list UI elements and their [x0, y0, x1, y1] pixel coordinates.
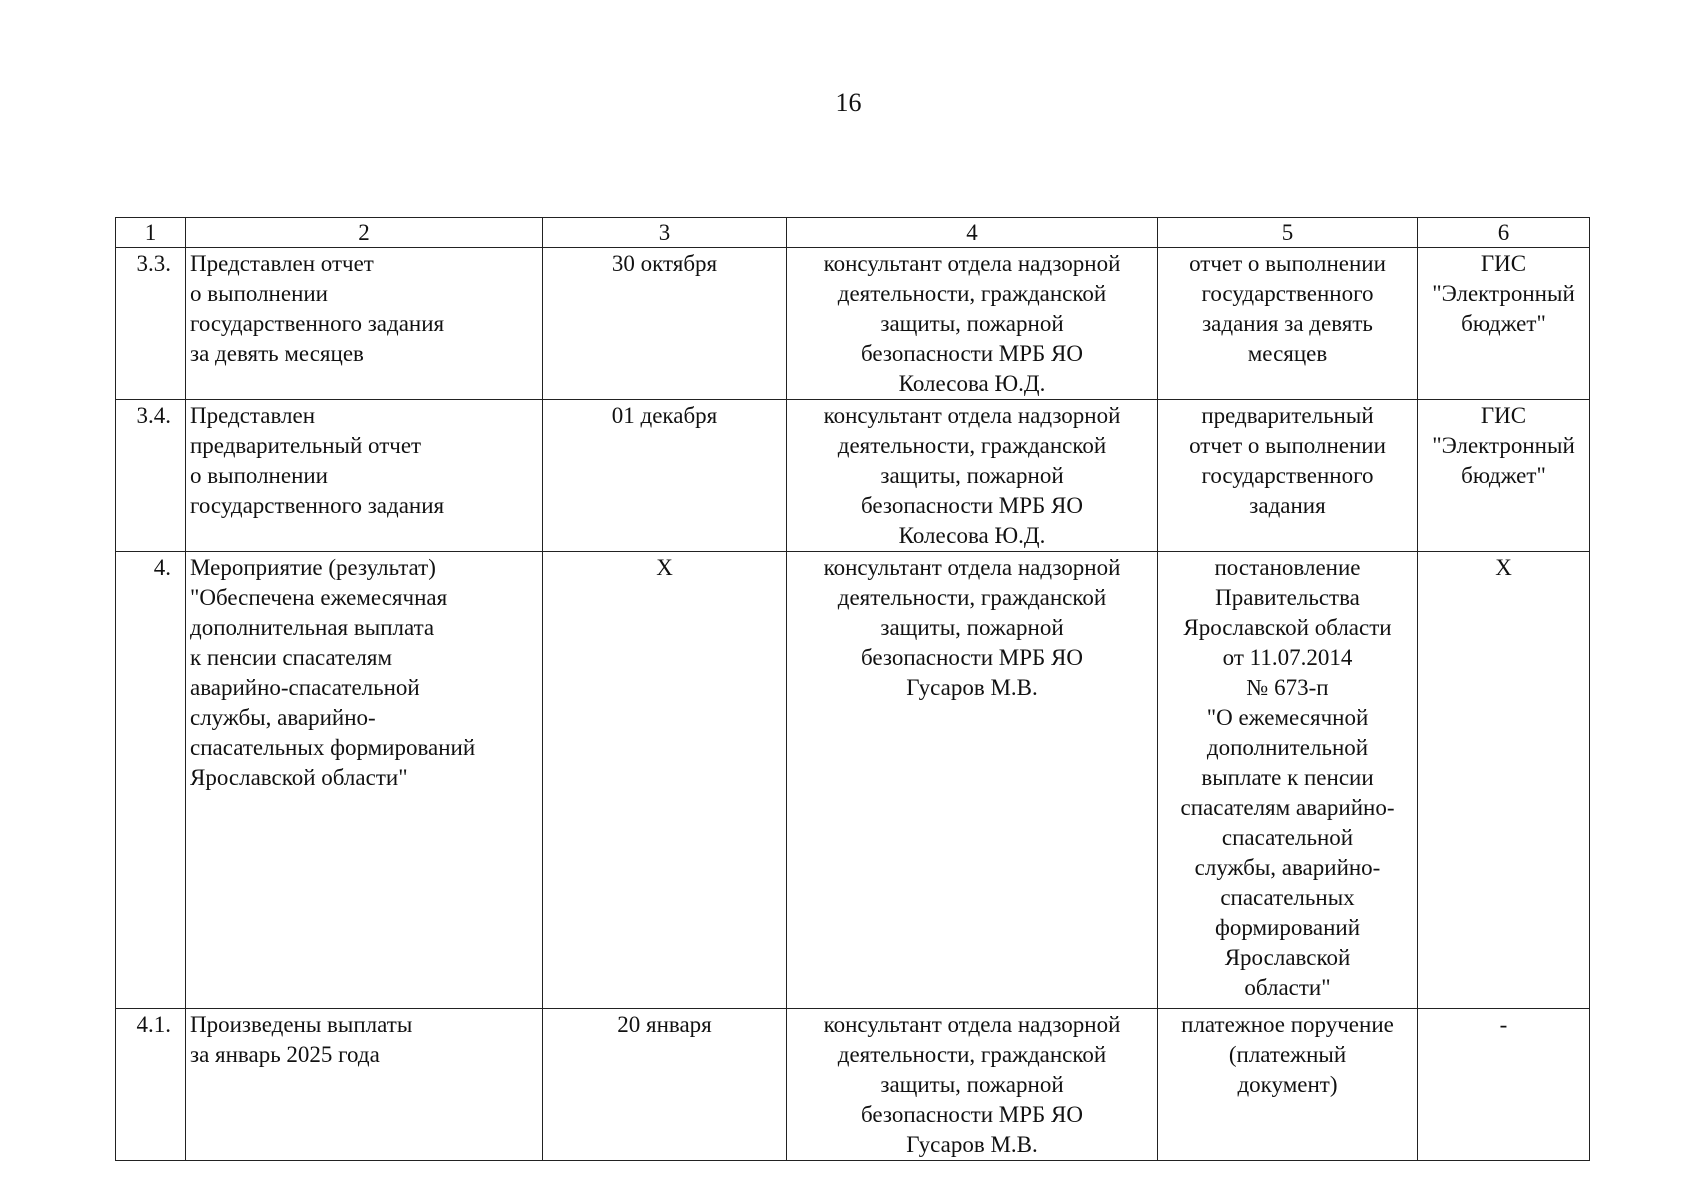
date-cell: 30 октября [543, 248, 787, 400]
header-cell: 1 [116, 218, 186, 248]
document-cell: отчет о выполнении государственного задания за девять месяцев [1158, 248, 1418, 400]
header-cell: 3 [543, 218, 787, 248]
responsible-cell: консультант отдела надзорной деятельности, гражданской защиты, пожарной безопасности МРБ ЯО Колесова Ю.Д. [787, 248, 1158, 400]
table-row [116, 552, 1590, 1009]
event-cell: Представлен отчет о выполнении государственного задания за девять месяцев [186, 248, 543, 400]
row-number-cell: 3.4. [116, 400, 186, 552]
header-cell: 6 [1418, 218, 1590, 248]
date-cell: Х [543, 552, 787, 1009]
row-number-cell: 4.1. [116, 1009, 186, 1161]
table-header-row [116, 218, 1590, 248]
page-number: 16 [835, 88, 862, 117]
event-cell: Мероприятие (результат) "Обеспечена ежемесячная дополнительная выплата к пенсии спасателям аварийно-спасательной службы, аварийно- спасательных формирований Ярославской области" [186, 552, 543, 1009]
system-cell: ГИС "Электронный бюджет" [1418, 248, 1590, 400]
date-cell: 01 декабря [543, 400, 787, 552]
responsible-cell: консультант отдела надзорной деятельности, гражданской защиты, пожарной безопасности МРБ ЯО Гусаров М.В. [787, 552, 1158, 1009]
table-row [116, 1009, 1590, 1161]
header-cell: 5 [1158, 218, 1418, 248]
event-cell: Представлен предварительный отчет о выполнении государственного задания [186, 400, 543, 552]
document-cell: постановление Правительства Ярославской области от 11.07.2014 № 673-п "О ежемесячной дополнительной выплате к пенсии спасателям аварийно- спасательной службы, аварийно- спасательных формирований Ярославской области" [1158, 552, 1418, 1009]
row-number-cell: 3.3. [116, 248, 186, 400]
row-number-cell: 4. [116, 552, 186, 1009]
system-cell: - [1418, 1009, 1590, 1161]
header-cell: 4 [787, 218, 1158, 248]
date-cell: 20 января [543, 1009, 787, 1161]
responsible-cell: консультант отдела надзорной деятельности, гражданской защиты, пожарной безопасности МРБ ЯО Колесова Ю.Д. [787, 400, 1158, 552]
system-cell: Х [1418, 552, 1590, 1009]
event-cell: Произведены выплаты за январь 2025 года [186, 1009, 543, 1161]
plan-table [115, 217, 1590, 1161]
table-row [116, 248, 1590, 400]
system-cell: ГИС "Электронный бюджет" [1418, 400, 1590, 552]
document-cell: предварительный отчет о выполнении государственного задания [1158, 400, 1418, 552]
header-cell: 2 [186, 218, 543, 248]
document-cell: платежное поручение (платежный документ) [1158, 1009, 1418, 1161]
responsible-cell: консультант отдела надзорной деятельности, гражданской защиты, пожарной безопасности МРБ ЯО Гусаров М.В. [787, 1009, 1158, 1161]
table-row [116, 400, 1590, 552]
